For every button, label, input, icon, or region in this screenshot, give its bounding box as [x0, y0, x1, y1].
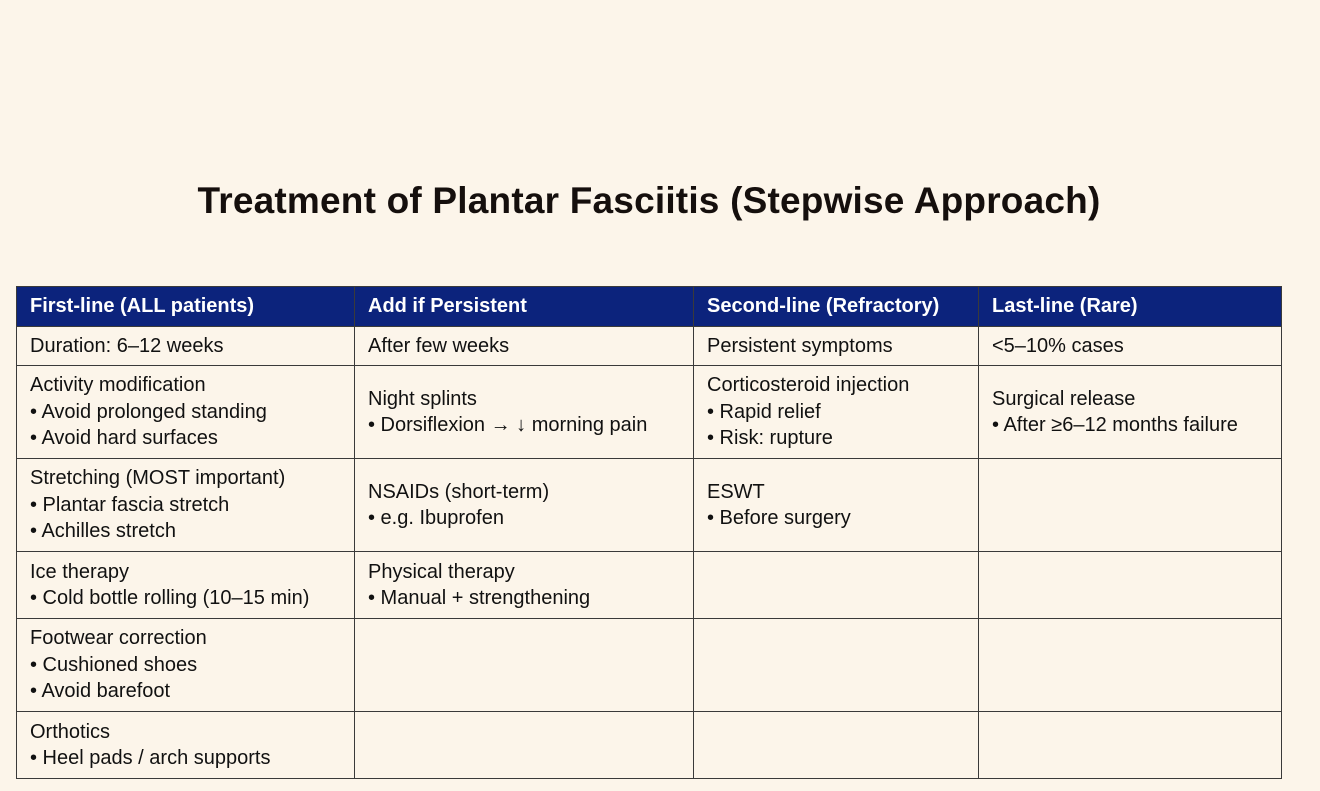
table-cell — [694, 712, 979, 779]
table-cell — [17, 459, 355, 552]
cell-point: • Heel pads / arch supports — [30, 747, 271, 769]
table-cell — [694, 619, 979, 712]
cell-heading: Orthotics — [30, 720, 111, 743]
cell-point: • Plantar fascia stretch — [30, 493, 230, 516]
table-row — [17, 366, 1282, 459]
table-row — [17, 712, 1282, 779]
cell-heading: Ice therapy — [30, 560, 129, 583]
column-header-first-line: First-line (ALL patients) — [17, 287, 355, 327]
cell-point: • Cushioned shoes — [30, 653, 198, 676]
table-cell — [17, 619, 355, 712]
table-row — [17, 459, 1282, 552]
table-cell — [355, 459, 694, 552]
cell-heading: Corticosteroid injection — [707, 374, 910, 397]
column-header-last-line: Last-line (Rare) — [979, 287, 1282, 327]
cell-point: • After ≥6–12 months failure — [992, 414, 1238, 436]
table-cell — [694, 366, 979, 459]
duration-cell-first-line: Duration: 6–12 weeks — [17, 327, 355, 366]
cell-heading: NSAIDs (short-term) — [368, 480, 550, 503]
table-cell — [355, 366, 694, 459]
cell-heading: ESWT — [707, 480, 765, 503]
column-header-second-line: Second-line (Refractory) — [694, 287, 979, 327]
cell-point: • Avoid hard surfaces — [30, 427, 218, 450]
treatment-table — [16, 286, 1282, 779]
table-header-row — [17, 287, 1282, 327]
duration-cell-add-if-persistent: After few weeks — [355, 327, 694, 366]
cell-heading: Physical therapy — [368, 560, 515, 583]
table-cell — [355, 712, 694, 779]
page-title: Treatment of Plantar Fasciitis (Stepwise Approach) — [197, 180, 1101, 221]
cell-point: • Cold bottle rolling (10–15 min) — [30, 587, 310, 609]
cell-heading: Stretching (MOST important) — [30, 467, 286, 490]
cell-point: • Rapid relief — [707, 400, 821, 423]
table-cell — [694, 552, 979, 619]
cell-heading: Surgical release — [992, 387, 1136, 410]
cell-heading: Footwear correction — [30, 627, 207, 650]
table-cell — [17, 712, 355, 779]
column-header-add-if-persistent: Add if Persistent — [355, 287, 694, 327]
duration-cell-last-line: <5–10% cases — [979, 327, 1282, 366]
table-row — [17, 552, 1282, 619]
table-cell — [979, 459, 1282, 552]
table-cell — [355, 619, 694, 712]
table-cell — [979, 619, 1282, 712]
table-cell — [979, 552, 1282, 619]
cell-heading: Night splints — [368, 387, 477, 410]
table-cell — [694, 459, 979, 552]
cell-point: • Dorsiflexion → ↓ morning pain — [368, 414, 648, 436]
table-cell — [979, 366, 1282, 459]
cell-point: • Achilles stretch — [30, 520, 176, 543]
table-cell — [355, 552, 694, 619]
table-cell — [17, 366, 355, 459]
cell-point: • Before surgery — [707, 507, 851, 529]
duration-row — [17, 327, 1282, 366]
cell-point: • Avoid prolonged standing — [30, 400, 267, 423]
table-cell — [979, 712, 1282, 779]
cell-heading: Activity modification — [30, 374, 206, 397]
duration-cell-second-line: Persistent symptoms — [694, 327, 979, 366]
cell-point: • Avoid barefoot — [30, 680, 171, 703]
cell-point: • Manual + strengthening — [368, 587, 591, 609]
table-row — [17, 619, 1282, 712]
cell-point: • Risk: rupture — [707, 427, 833, 450]
cell-point: • e.g. Ibuprofen — [368, 507, 504, 529]
table-cell — [17, 552, 355, 619]
